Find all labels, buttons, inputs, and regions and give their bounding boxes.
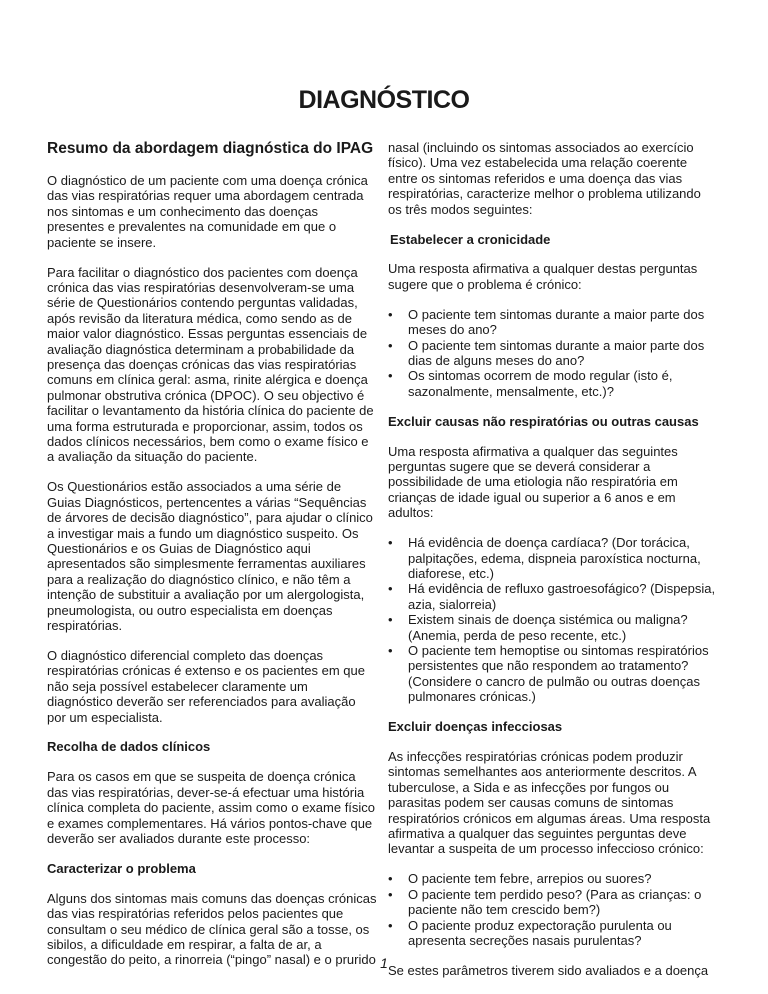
paragraph: Alguns dos sintomas mais comuns das doenças crónicas das vias respiratórias referidos pelos pacientes que consultam o seu médico de clínica geral são a tosse, os sibilos, a dificuldade em respirar, a falta de ar, a congestão do peito, a rinorreia (“pingo” nasal) e o prurido: [47, 890, 377, 968]
list-item: • O paciente tem sintomas durante a maior parte dos meses do ano?: [388, 307, 718, 338]
paragraph: Para os casos em que se suspeita de doença crónica das vias respiratórias, dever-se-á efectuar uma história clínica completa do paciente, assim como o exame físico e exames complementares. Há vários pontos-chave que deverão ser avaliados durante este processo:: [47, 769, 376, 846]
page-number: 1: [380, 955, 388, 971]
list-item: • O paciente tem perdido peso? (Para as crianças: o paciente não tem crescido bem?): [388, 887, 718, 918]
subheading-excluir-causas: Excluir causas não respiratórias ou outras causas: [388, 413, 699, 429]
subheading-infecciosas: Excluir doenças infecciosas: [388, 719, 563, 735]
subheading-caracterizar: Caracterizar o problema: [47, 860, 196, 876]
paragraph: Uma resposta afirmativa a qualquer destas perguntas sugere que o problema é crónico:: [388, 261, 698, 292]
list-item: • O paciente produz expectoração purulenta ou apresenta secreções nasais purulentas?: [388, 918, 718, 949]
list-item: • O paciente tem sintomas durante a maior parte dos dias de alguns meses do ano?: [388, 338, 718, 369]
list-item: • O paciente tem hemoptise ou sintomas respiratórios persistentes que não respondem ao tratamento? (Considere o cancro de pulmão ou outras doenças pulmonares crónicas.): [388, 643, 718, 705]
paragraph: O diagnóstico diferencial completo das doenças respiratórias crónicas é extenso e os pacientes em que não seja possível estabelecer claramente um diagnóstico deverão ser referenciados para avaliação por um especialista.: [47, 647, 365, 725]
paragraph: Para facilitar o diagnóstico dos pacientes com doença crónica das vias respiratórias desenvolveram-se uma série de Questionários contendo perguntas validadas, após revisão da literatura médica, como sendo as de maior valor diagnóstico. Essas perguntas essenciais de avaliação diagnóstica determinam a probabilidade da presença das doenças crónicas das vias respiratórias comuns em clínica geral: asma, rinite alérgica e doença pulmonar obstrutiva crónica (DPOC). O seu objectivo é facilitar o levantamento da história clínica do paciente de uma forma estruturada e proporcionar, assim, todos os dados clínicos necessários, bem como o exame físico e a avaliação da situação do paciente.: [47, 264, 374, 465]
left-column: [47, 140, 377, 982]
paragraph: Se estes parâmetros tiverem sido avaliados e a doença: [388, 962, 709, 978]
right-column: [388, 140, 718, 993]
bullet-list-infecciosas: [388, 871, 718, 948]
list-item: • Há evidência de doença cardíaca? (Dor torácica, palpitações, edema, dispneia paroxística nocturna, diaforese, etc.): [388, 535, 718, 581]
list-item: • Existem sinais de doença sistémica ou maligna? (Anemia, perda de peso recente, etc.): [388, 612, 718, 643]
section-title: Resumo da abordagem diagnóstica do IPAG: [47, 140, 374, 157]
paragraph: Uma resposta afirmativa a qualquer das seguintes perguntas sugere que se deverá considerar a possibilidade de uma etiologia não respiratória em crianças de idade igual ou superior a 6 anos e em adultos:: [388, 443, 678, 521]
list-item: • O paciente tem febre, arrepios ou suores?: [388, 871, 718, 886]
paragraph: nasal (incluindo os sintomas associados ao exercício físico). Uma vez estabelecida uma relação coerente entre os sintomas referidos e uma doença das vias respiratórias, caracterize melhor o problema utilizando os três modos seguintes:: [388, 140, 701, 217]
list-item: • Há evidência de refluxo gastroesofágico? (Dispepsia, azia, sialorreia): [388, 581, 718, 612]
list-item: • Os sintomas ocorrem de modo regular (isto é, sazonalmente, mensalmente, etc.)?: [388, 368, 718, 399]
paragraph: O diagnóstico de um paciente com uma doença crónica das vias respiratórias requer uma abordagem centrada nos sintomas e um conhecimento das doenças presentes e prevalentes na comunidade em que o paciente se insere.: [47, 173, 368, 250]
paragraph: Os Questionários estão associados a uma série de Guias Diagnósticos, pertencentes a várias “Sequências de árvores de decisão diagnóstico”, para ajudar o clínico a investigar mais a fundo um diagnóstico suspeito. Os Questionários e os Guias de Diagnóstico aqui apresentados são simplesmente ferramentas auxiliares para a realização do diagnóstico clínico, e não têm a intenção de substituir a avaliação por um alergologista, pneumologista, ou outro especialista em doenças respiratórias.: [47, 479, 373, 633]
subheading-recolha: Recolha de dados clínicos: [47, 739, 211, 755]
bullet-list-causas: [388, 535, 718, 704]
subheading-cronicidade: Estabelecer a cronicidade: [390, 231, 551, 247]
bullet-list-cronicidade: [388, 307, 718, 399]
page-title: DIAGNÓSTICO: [298, 86, 470, 114]
paragraph: As infecções respiratórias crónicas podem produzir sintomas semelhantes aos anteriormente descritos. A tuberculose, a Sida e as infecções por fungos ou parasitas podem ser causas comuns de sintomas respiratórios crónicos em algumas áreas. Uma resposta afirmativa a qualquer das seguintes perguntas deve levantar a suspeita de um processo infeccioso crónico:: [388, 749, 711, 857]
